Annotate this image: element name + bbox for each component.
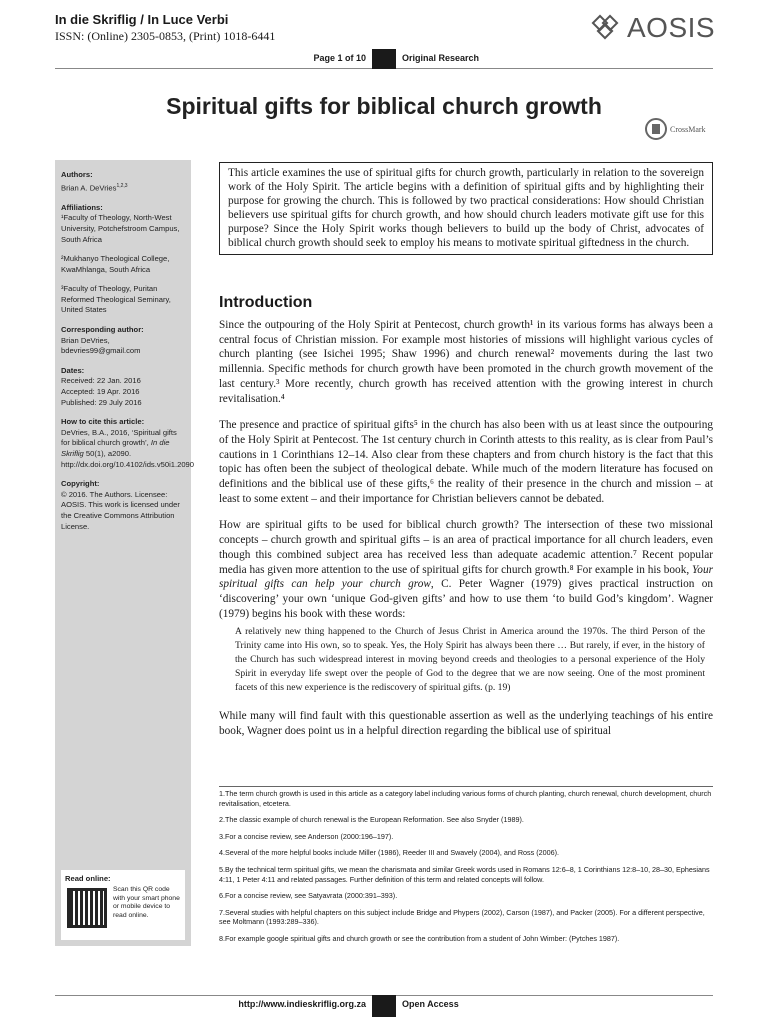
authors-label: Authors:	[61, 170, 93, 179]
publisher-logo	[593, 12, 715, 44]
cite-post[interactable]: 50(1), a2090. http://dx.doi.org/10.4102/ids.v50i1.2090	[61, 449, 194, 469]
citation-block	[61, 417, 194, 470]
block-quote: A relatively new thing happened to the Church of Jesus Christ in America around the 1970s. The third Person of the Trinity came into His own, so to speak. Yes, the Holy Spirit has always been there … But rarely, if ever, in the history of the Church has such widespread interest in moving beyond creeds and theologies to a personal experience of the Holy Spirit in everyday life swept over the people of God to the degree that we are now seeing. One of the most prominent facets of this new experience is the rediscovery of spiritual gifts. (p. 19)	[235, 626, 705, 693]
dates-block	[61, 366, 185, 408]
footnote-5: 5.By the technical term spiritual gifts, we mean the charismata and similar Greek words used in Romans 12:6–8, 1 Corinthians 12:8–10, 28–30, Ephesians 4:11, 1 Peter 4:11 and related passages. Further definition of this term and related concepts will follow.	[219, 864, 710, 884]
author-affiliation-marks: 1,2,3	[116, 182, 128, 189]
aosis-logo-icon	[593, 15, 623, 41]
paragraph-1: Since the outpouring of the Holy Spirit at Pentecost, church growth¹ in its various forms has always been a central focus of Christian mission. For example most histories of missions will highlight various cycles of church planting (see Isichei 1995; Shaw 1996) and church renewal² movements during the last two millennia. Specific methods for church growth have been promoted in the church growth movement of the last century.³ More recently, church growth has received attention with the growing interest in church revitalisation.⁴	[219, 319, 713, 405]
book-title: Your spiritual gifts can help your church grow	[219, 563, 713, 591]
footer-divider-block	[372, 995, 396, 1017]
journal-url[interactable]: http://www.indieskriflig.org.za	[238, 999, 366, 1009]
footnote-4: 4.Several of the more helpful books include Miller (1986), Reeder III and Swavely (2004), and Ross (2006).	[219, 848, 559, 858]
affiliations-block	[61, 203, 185, 245]
page-header-bar	[0, 49, 768, 69]
date-accepted: Accepted: 19 Apr. 2016	[61, 387, 140, 397]
paragraph-3	[219, 518, 713, 621]
section-heading: Introduction	[219, 294, 313, 311]
copyright-label: Copyright:	[61, 479, 100, 489]
article-title: Spiritual gifts for biblical church growth	[166, 93, 602, 119]
corresponding-author-block	[61, 325, 185, 357]
corresponding-name: Brian DeVries,	[61, 335, 110, 345]
read-online-box	[61, 870, 185, 940]
copyright-text: © 2016. The Authors. Licensee: AOSIS. This work is licensed under the Creative Commons Attribution License.	[61, 489, 180, 531]
affiliation-1: ¹Faculty of Theology, North-West University, Potchefstroom Campus, South Africa	[61, 213, 180, 244]
qr-code-icon[interactable]	[67, 888, 107, 928]
affiliation-3: ³Faculty of Theology, Puritan Reformed Theological Seminary, United States	[61, 284, 171, 315]
header-divider-block	[372, 49, 396, 69]
crossmark-badge[interactable]	[645, 118, 706, 140]
article-type: Original Research	[402, 53, 480, 63]
page-footer	[0, 995, 768, 1019]
page-number: Page 1 of 10	[313, 53, 366, 63]
footnote-1: 1.The term church growth is used in this article as a category label including various forms of church planting, church renewal, church development, church revitalisation, etcetera.	[219, 789, 712, 808]
article-body	[219, 318, 713, 750]
footnote-6: 6.For a concise review, see Satyavrata (2000:391–393).	[219, 891, 398, 901]
corresponding-email[interactable]: bdevries99@gmail.com	[61, 346, 141, 356]
cite-label: How to cite this article:	[61, 417, 145, 427]
crossmark-label: CrossMark	[670, 124, 706, 134]
read-online-label: Read online:	[65, 874, 111, 883]
issn: ISSN: (Online) 2305-0853, (Print) 1018-6441	[55, 29, 276, 43]
footnote-7: 7.Several studies with helpful chapters on this subject include Bridge and Phypers (2002), Carson (1987), and Packer (2005). For a different perspective, see Moltmann (1993:289–336).	[219, 907, 705, 927]
copyright-block	[61, 479, 185, 532]
paragraph-3-part-a: How are spiritual gifts to be used for biblical church growth? The intersection of these two missional concepts – church growth and spiritual gifts – is an area of practical importance for all church leaders, even though this combined subject area has received less than adequate academic attention.⁷ Recent popular media has given more attention to the use of spiritual gifts for church growth.⁸ For example in his book,	[219, 519, 713, 576]
date-published: Published: 29 July 2016	[61, 397, 142, 407]
authors-block	[61, 170, 185, 194]
affiliations-label: Affiliations:	[61, 202, 103, 212]
footnote-8: 8.For example google spiritual gifts and church growth or see the contribution from a student of John Wimber: (Pytches 1987).	[219, 933, 620, 943]
abstract-box: This article examines the use of spiritual gifts for church growth, particularly in relation to the sovereign work of the Holy Spirit. The article begins with a definition of spiritual gifts and by highlighting their purpose for growing the church. This is followed by two practical considerations: How should Christian believers use spiritual gifts for church growth, and how should church leaders motivate gift use for this purpose? Since the Holy Spirit works though believers to build up the body of Christ, advocates of biblical church growth should seek to employ his means to motivate spiritual giftedness in the church.	[219, 162, 713, 255]
dates-label: Dates:	[61, 365, 85, 375]
logo-text: AOSIS	[627, 12, 716, 43]
article-info-sidebar	[55, 160, 194, 946]
affiliation-2: ²Mukhanyo Theological College, KwaMhlanga, South Africa	[61, 254, 170, 274]
footnote-2: 2.The classic example of church renewal is the European Reformation. See also Snyder (1989).	[219, 815, 524, 825]
qr-instructions: Scan this QR code with your smart phone or mobile device to read online.	[113, 886, 180, 919]
paragraph-4: While many will find fault with this questionable assertion as well as the underlying teachings of his entire book, Wagner does point us in a helpful direction regarding the biblical use of spiritual	[219, 709, 713, 737]
author-name: Brian A. DeVries	[61, 183, 117, 193]
date-received: Received: 22 Jan. 2016	[61, 376, 141, 386]
footnotes	[219, 786, 713, 951]
journal-name: In die Skriflig / In Luce Verbi	[55, 12, 229, 27]
cite-journal: In die Skriflig	[61, 438, 170, 458]
crossmark-icon	[645, 118, 667, 140]
corresponding-label: Corresponding author:	[61, 325, 144, 335]
cite-pre: DeVries, B.A., 2016, ‘Spiritual gifts for biblical church growth’,	[61, 427, 177, 448]
paragraph-2: The presence and practice of spiritual gifts⁵ in the church has also been with us at least since the outpouring of the Holy Spirit at Pentecost. The 1st century church in Corinth attests to this reality, as is clear from Paul’s cautions in 1 Corinthians 12–14. Also clear from these chapters and from church history is the fact that this topic has often been the subject of theological debate. While much of the modern literature has focused on definitions and the biblical use of these gifts,⁶ the reality of their presence in the church and mission – at least to some extent – and their importance for Christian believers cannot be debated.	[219, 419, 713, 505]
paragraph-3-part-b: , C. Peter Wagner (1979) gives practical instruction on ‘discovering’ your own ‘unique God-given gifts’ and how to use them ‘to build God’s kingdom’. Wagner (1979) begins his book with these words:	[219, 578, 713, 620]
footnote-3: 3.For a concise review, see Anderson (2000:196–197).	[219, 831, 394, 841]
open-access-label: Open Access	[402, 999, 459, 1009]
